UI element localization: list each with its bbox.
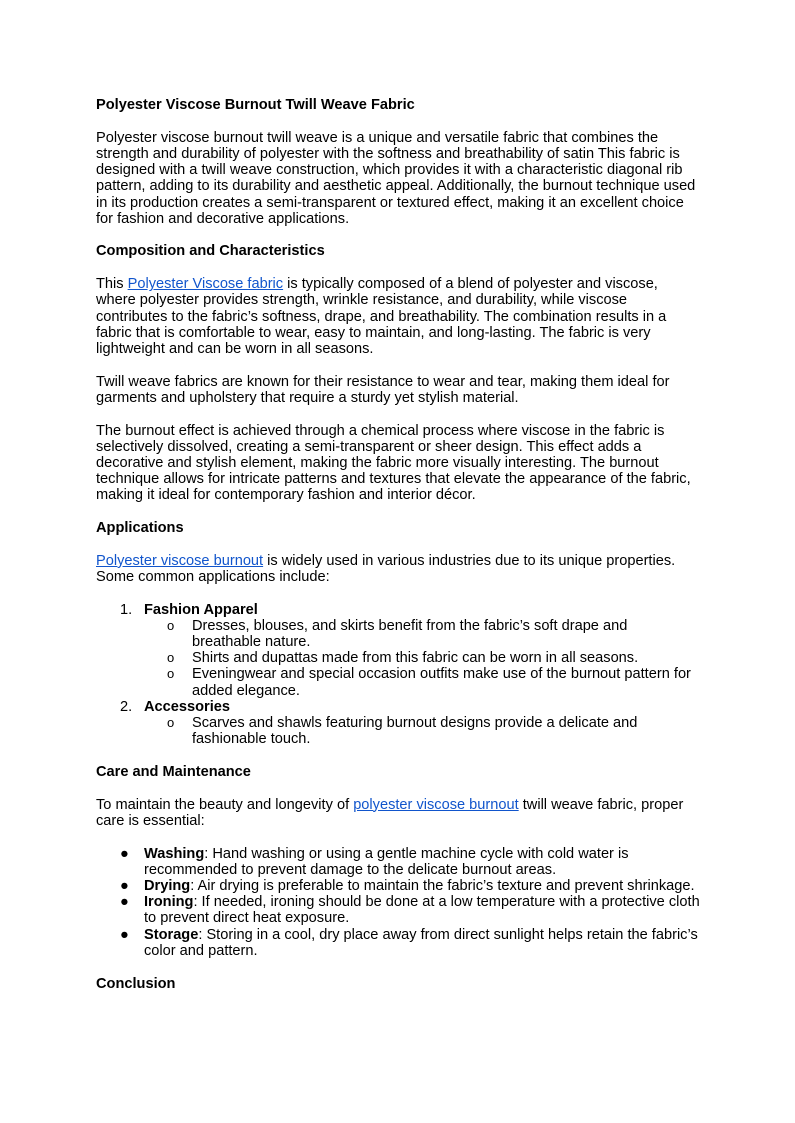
composition-paragraph-1 — [96, 276, 700, 357]
intro-paragraph: Polyester viscose burnout twill weave is a unique and versatile fabric that combines the strength and durability of polyester with the softness and breathability of satin This fabric is designed with a twill weave construction, which provides it with a characteristic diagonal rib pattern, adding to its durability and aesthetic appeal. Additionally, the burnout technique used in its production creates a semi-transparent or textured effect, making it an excellent choice for fashion and decorative applications. — [96, 129, 696, 227]
circle-bullet-icon: o — [167, 666, 175, 682]
care-text: : If needed, ironing should be done at a low temperature with a protective cloth to prevent direct heat exposure. — [144, 894, 700, 927]
list-number: 2. — [120, 698, 133, 715]
document-page — [96, 97, 700, 992]
composition-heading: Composition and Characteristics — [96, 243, 325, 260]
sub-list-item — [144, 650, 700, 666]
polyester-viscose-burnout-link[interactable]: Polyester viscose burnout — [96, 552, 264, 569]
sub-list-item — [144, 715, 700, 747]
list-item — [96, 846, 700, 878]
list-item — [96, 602, 700, 699]
sub-list-text: Eveningwear and special occasion outfits make use of the burnout pattern for added elegance. — [192, 666, 691, 699]
list-item — [96, 699, 700, 748]
care-text: : Hand washing or using a gentle machine cycle with cold water is recommended to prevent damage to the delicate burnout areas. — [144, 845, 629, 878]
sub-list-text: Dresses, blouses, and skirts benefit from the fabric’s soft drape and breathable nature. — [192, 617, 628, 651]
care-heading: Care and Maintenance — [96, 764, 251, 780]
care-term: Drying — [144, 878, 191, 895]
list-item — [96, 927, 700, 959]
list-item-title: Fashion Apparel — [144, 601, 258, 618]
care-list — [96, 846, 700, 959]
bullet-dot-icon: ● — [120, 926, 129, 943]
sub-list-text: Scarves and shawls featuring burnout designs provide a delicate and fashionable touch. — [192, 715, 638, 748]
composition-p1-text: is typically composed of a blend of polyester and viscose, where polyester provides strength, wrinkle resistance, and durability, while viscose contributes to the fabric’s softness, drape, and breathability. The combination results in a fabric that is comfortable to wear, easy to maintain, and long-lasting. The fabric is very lightweight and can be worn in all seasons. — [96, 276, 667, 357]
composition-p1-lead: This — [96, 276, 128, 293]
bullet-dot-icon: ● — [120, 894, 129, 911]
care-text: : Storing in a cool, dry place away from direct sunlight helps retain the fabric’s color and pattern. — [144, 926, 698, 959]
document-title: Polyester Viscose Burnout Twill Weave Fabric — [96, 97, 415, 113]
applications-intro — [96, 553, 700, 585]
list-number: 1. — [120, 601, 133, 618]
composition-paragraph-3: The burnout effect is achieved through a chemical process where viscose in the fabric is selectively dissolved, creating a semi-transparent or sheer design. This effect adds a decorative and stylish element, making the fabric more visually interesting. The burnout technique allows for intricate patterns and textures that elevate the appearance of the fabric, making it ideal for contemporary fashion and interior décor. — [96, 422, 691, 504]
care-term: Washing — [144, 845, 205, 862]
sub-list-item — [144, 666, 700, 698]
applications-intro-text: is widely used in various industries due to its unique properties. Some common applications include: — [96, 552, 676, 585]
applications-list — [96, 602, 700, 748]
list-item — [96, 894, 700, 926]
care-intro — [96, 797, 700, 829]
sub-list-item — [144, 618, 700, 650]
polyester-viscose-fabric-link[interactable]: Polyester Viscose fabric — [127, 276, 284, 293]
list-item — [96, 878, 700, 894]
sub-list — [144, 715, 700, 747]
applications-heading: Applications — [96, 520, 184, 537]
sub-list — [144, 618, 700, 699]
composition-paragraph-2: Twill weave fabrics are known for their resistance to wear and tear, making them ideal for garments and upholstery that require a sturdy yet stylish material. — [96, 373, 670, 406]
care-term: Ironing — [144, 894, 194, 911]
circle-bullet-icon: o — [167, 617, 175, 633]
polyester-viscose-burnout-care-link[interactable]: polyester viscose burnout — [353, 796, 519, 813]
conclusion-heading: Conclusion — [96, 975, 176, 992]
bullet-dot-icon: ● — [120, 878, 129, 895]
circle-bullet-icon: o — [167, 715, 175, 731]
bullet-dot-icon: ● — [120, 845, 129, 862]
sub-list-text: Shirts and dupattas made from this fabric can be worn in all seasons. — [192, 650, 639, 667]
care-intro-text: twill weave fabric, proper care is essential: — [96, 796, 684, 829]
care-text: : Air drying is preferable to maintain the fabric’s texture and prevent shrinkage. — [190, 878, 695, 895]
list-item-title: Accessories — [144, 698, 231, 715]
care-term: Storage — [144, 926, 199, 943]
circle-bullet-icon: o — [167, 650, 175, 666]
care-intro-lead: To maintain the beauty and longevity of — [96, 796, 354, 813]
